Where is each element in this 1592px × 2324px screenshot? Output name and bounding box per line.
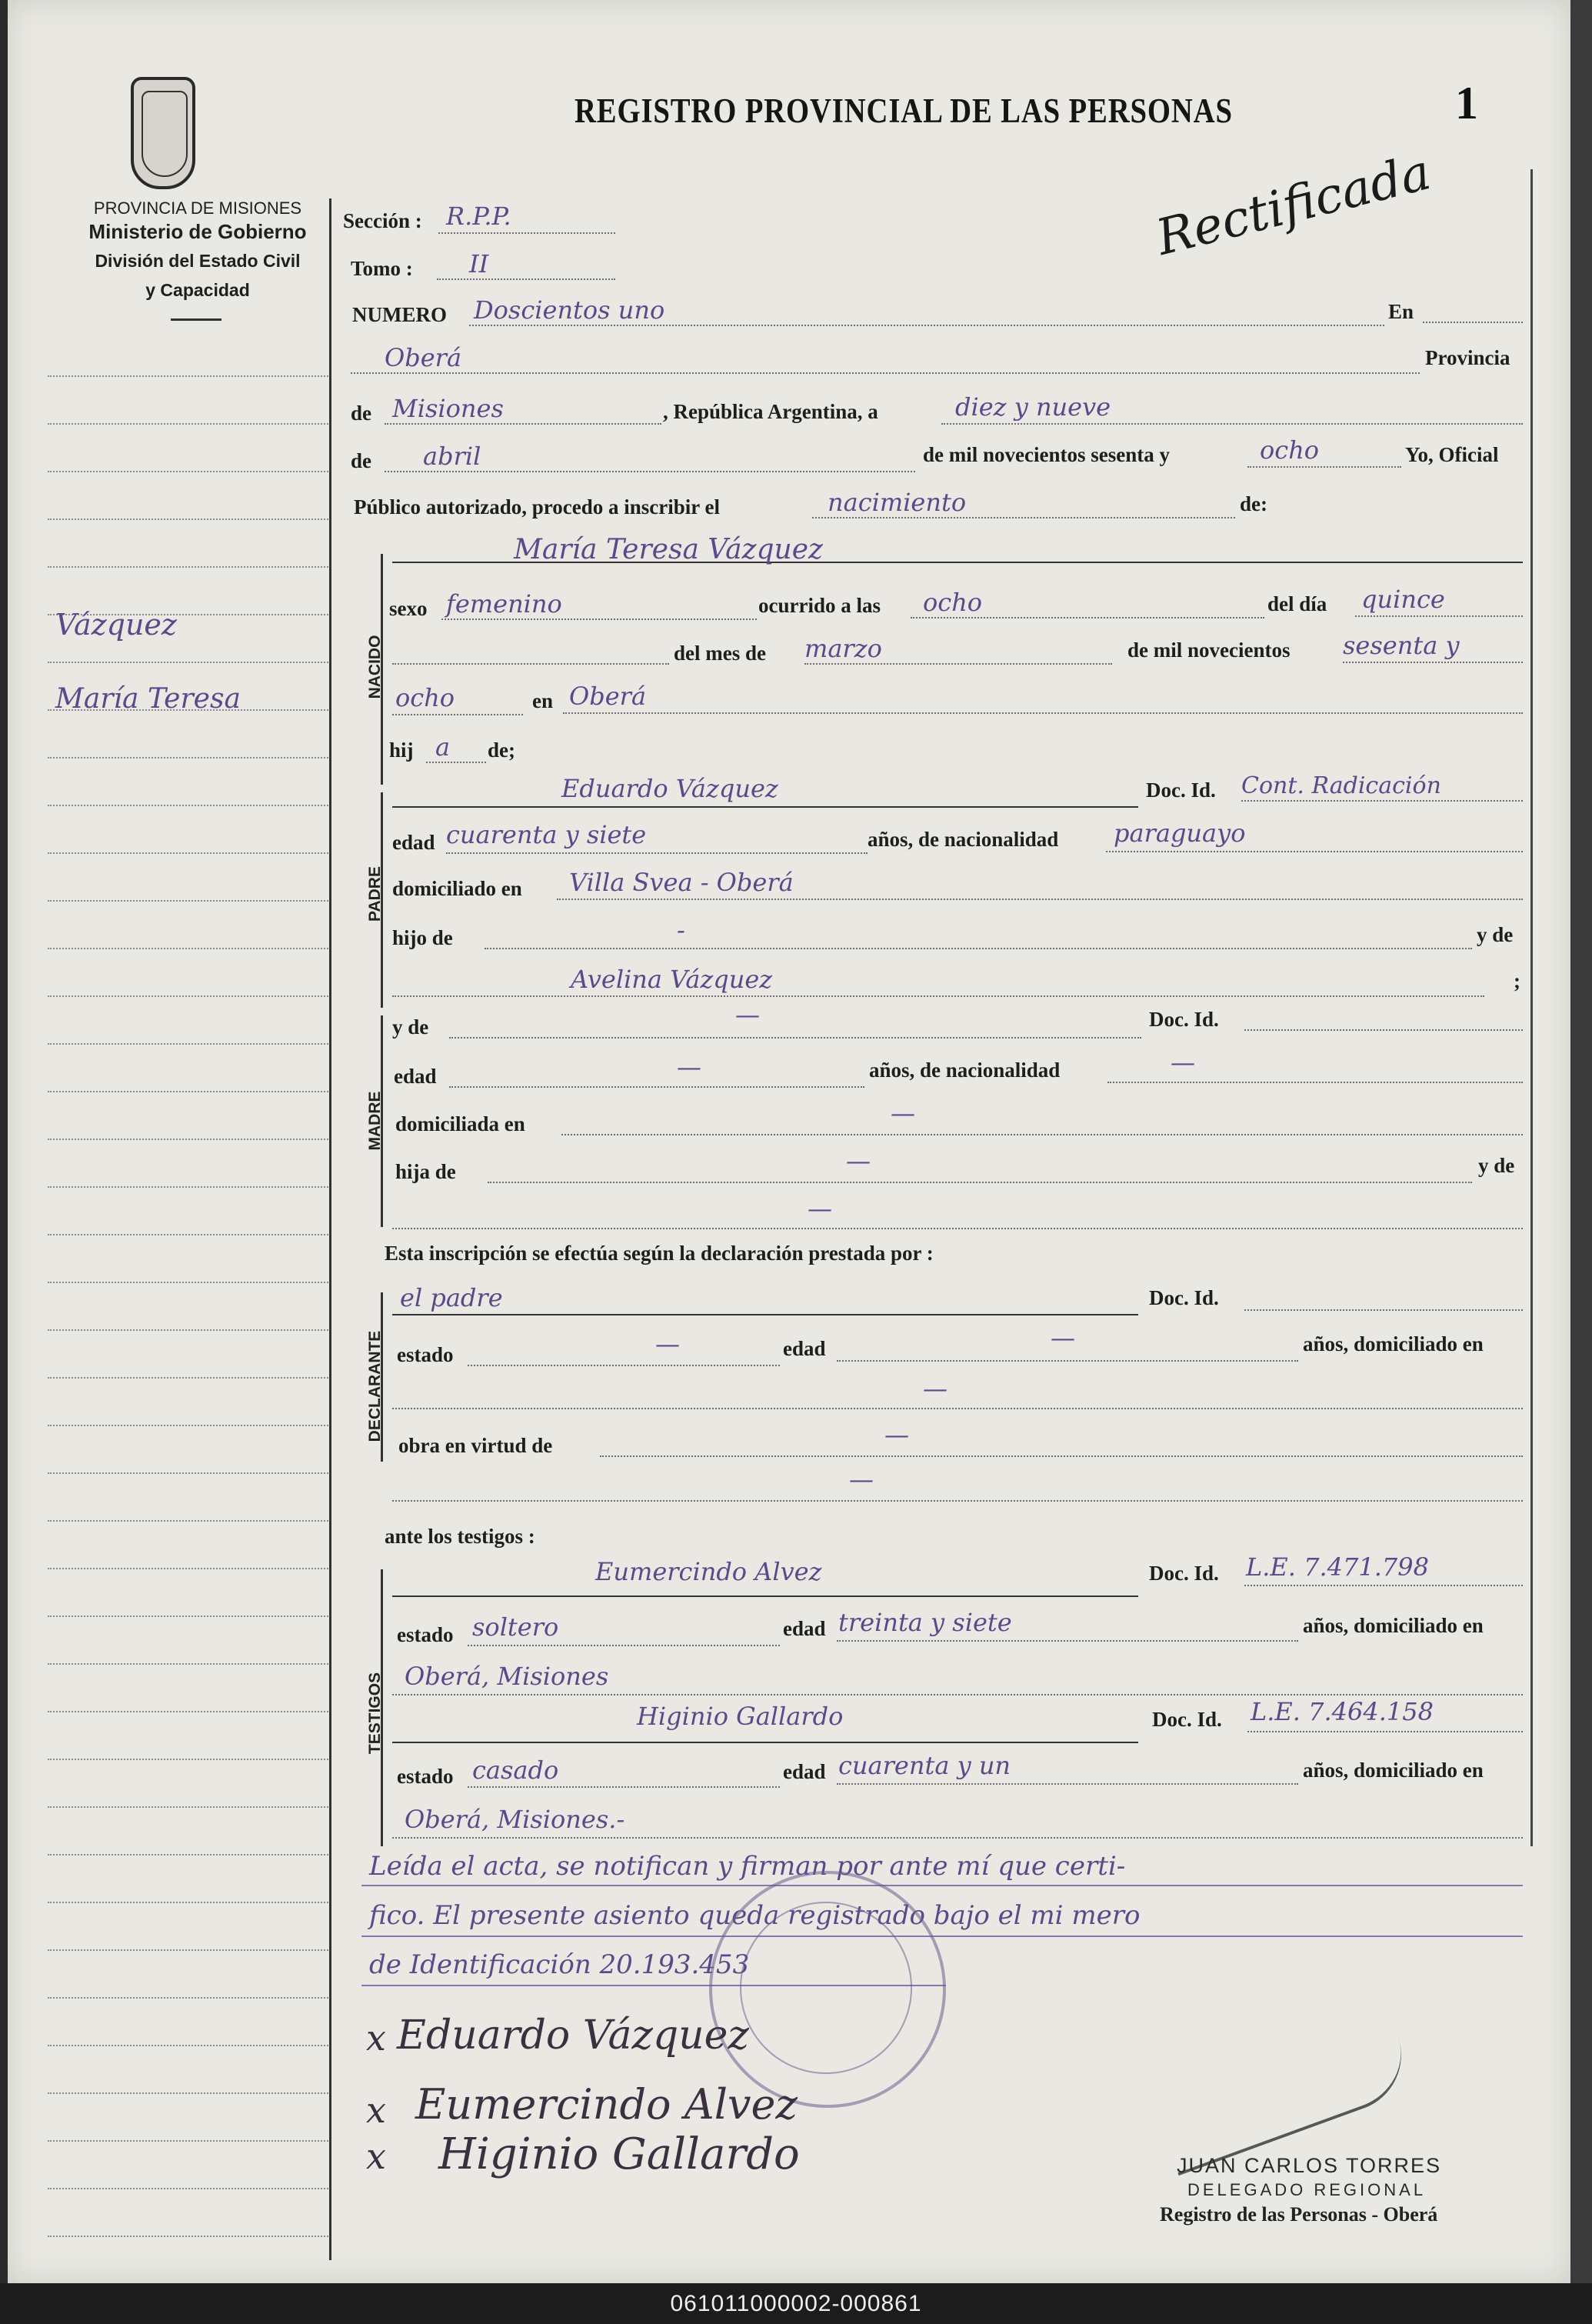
declarant-edad-label: edad — [783, 1337, 826, 1360]
mother-age: — — [677, 1052, 701, 1082]
margin-line — [48, 1043, 328, 1045]
declarant-anos-label: años, domiciliado en — [1303, 1332, 1484, 1355]
seccion-value: R.P.P. — [446, 202, 511, 231]
signature-mark-2: x — [366, 2089, 386, 2131]
witness1-name: Eumercindo Alvez — [595, 1557, 822, 1586]
margin-line — [48, 375, 328, 377]
margin-line — [48, 566, 328, 568]
witness2-anos-label: años, domiciliado en — [1303, 1759, 1484, 1782]
registry-province: Misiones — [392, 394, 504, 423]
margin-line — [48, 1472, 328, 1474]
margin-line — [48, 1711, 328, 1712]
declarante-section-label: DECLARANTE — [366, 1330, 384, 1442]
declarant-age: — — [1051, 1323, 1075, 1352]
witness1-estado-label: estado — [397, 1623, 454, 1646]
mother-dom-label: domiciliada en — [395, 1112, 525, 1135]
margin-line — [48, 423, 328, 425]
margin-line — [48, 1568, 328, 1569]
book-binding-edge — [1570, 0, 1592, 2324]
birth-year-2: ocho — [395, 683, 455, 712]
father-parent-1: - — [677, 915, 685, 945]
del-dia-label: del día — [1267, 592, 1327, 615]
witness1-anos-label: años, domiciliado en — [1303, 1614, 1484, 1637]
margin-line — [48, 1997, 328, 1999]
signature-witness-1: Eumercindo Alvez — [415, 2080, 798, 2129]
de-semi-label: de; — [488, 739, 515, 762]
margin-line — [48, 2092, 328, 2094]
page-title: REGISTRO PROVINCIAL DE LAS PERSONAS — [575, 92, 1233, 130]
father-dom-label: domiciliado en — [392, 877, 522, 900]
father-semicolon: ; — [1514, 969, 1520, 992]
declarant-name: el padre — [400, 1283, 503, 1312]
witness1-age: treinta y siete — [838, 1608, 1012, 1637]
margin-line — [48, 1139, 328, 1140]
mother-doc-label: Doc. Id. — [1149, 1008, 1219, 1031]
provincia-label: Provincia — [1425, 346, 1510, 369]
child-sex: femenino — [446, 589, 562, 619]
signature-mark-3: x — [366, 2136, 386, 2177]
father-age: cuarenta y siete — [446, 820, 647, 849]
margin-line — [48, 2045, 328, 2046]
closing-line-1: Leída el acta, se notifican y firman por ante mí que certi- — [369, 1851, 1126, 1882]
birth-hour: ocho — [923, 588, 983, 617]
de-label-2: de — [351, 449, 371, 472]
province-label: PROVINCIA DE MISIONES — [93, 198, 302, 218]
del-mes-label: del mes de — [674, 642, 766, 665]
signature-father: Eduardo Vázquez — [397, 2012, 749, 2059]
inscripcion-label: Esta inscripción se efectúa según la declaración prestada por : — [385, 1242, 934, 1265]
margin-line — [48, 1329, 328, 1331]
tomo-label: Tomo : — [351, 257, 413, 280]
barcode-text: 061011000002-000861 — [670, 2291, 922, 2316]
birth-month: marzo — [804, 634, 882, 663]
mother-hija-label: hija de — [395, 1160, 456, 1183]
republica-label: , República Argentina, a — [663, 400, 878, 423]
margin-line — [48, 1949, 328, 1951]
witness2-name: Higinio Gallardo — [637, 1702, 844, 1731]
margin-line — [48, 900, 328, 902]
document-page — [8, 0, 1570, 2283]
margin-line — [48, 757, 328, 759]
page-number: 1 — [1455, 78, 1478, 128]
margin-line — [48, 1759, 328, 1760]
witness1-edad-label: edad — [783, 1617, 826, 1640]
margin-line — [48, 518, 328, 520]
sexo-label: sexo — [389, 597, 428, 620]
margin-line — [48, 1186, 328, 1188]
division-label-1: División del Estado Civil — [95, 251, 301, 271]
margin-line — [48, 1234, 328, 1235]
declarant-domicile: — — [923, 1374, 948, 1403]
father-edad-label: edad — [392, 831, 435, 854]
mother-edad-label: edad — [394, 1065, 437, 1088]
witness2-edad-label: edad — [783, 1760, 826, 1783]
father-parent-2: Avelina Vázquez — [571, 965, 773, 994]
obra-label: obra en virtud de — [398, 1434, 553, 1457]
de-colon-label: de: — [1240, 492, 1267, 515]
mother-nationality: — — [1171, 1048, 1195, 1077]
division-label-2: y Capacidad — [145, 280, 250, 300]
birth-year-1: sesenta y — [1343, 631, 1460, 660]
official-role: DELEGADO REGIONAL — [1187, 2180, 1427, 2199]
hij-label: hij — [389, 739, 414, 762]
signature-mark-1: x — [366, 2017, 386, 2059]
closing-line-3: de Identificación 20.193.453 — [369, 1949, 750, 1980]
witness2-status: casado — [472, 1756, 559, 1785]
madre-section-label: MADRE — [366, 1091, 384, 1151]
testigos-section-label: TESTIGOS — [366, 1672, 384, 1755]
act-type: nacimiento — [828, 488, 967, 517]
margin-line — [48, 2188, 328, 2189]
en-lower-label: en — [532, 689, 553, 712]
de-label: de — [351, 402, 371, 425]
margin-line — [48, 1854, 328, 1856]
margin-line — [48, 662, 328, 663]
hij-suffix: a — [435, 732, 451, 762]
declarant-doc-label: Doc. Id. — [1149, 1286, 1219, 1309]
margin-line — [48, 1806, 328, 1808]
witness1-doc-label: Doc. Id. — [1149, 1562, 1219, 1585]
mother-parent-2: — — [808, 1194, 832, 1223]
signature-witness-2: Higinio Gallardo — [438, 2129, 800, 2179]
nacido-section-label: NACIDO — [366, 635, 384, 699]
father-y-de-label: y de — [1477, 923, 1514, 946]
margin-line — [48, 471, 328, 472]
right-form-border — [1530, 169, 1533, 1846]
margin-line — [48, 1091, 328, 1092]
birth-day: quince — [1361, 585, 1445, 614]
father-doc-label: Doc. Id. — [1146, 779, 1216, 802]
witness1-domicile: Oberá, Misiones — [405, 1662, 609, 1691]
father-domicile: Villa Svea - Oberá — [569, 868, 794, 897]
margin-line — [48, 805, 328, 806]
margin-line — [48, 1425, 328, 1426]
witness2-age: cuarenta y un — [838, 1751, 1011, 1780]
ocurrido-label: ocurrido a las — [758, 594, 881, 617]
registry-year: ocho — [1260, 435, 1320, 465]
margin-line — [48, 1520, 328, 1522]
rectificada-stamp: Rectificada — [1151, 144, 1437, 267]
witness1-doc: L.E. 7.471.798 — [1246, 1552, 1429, 1582]
witness2-doc-label: Doc. Id. — [1152, 1708, 1222, 1731]
official-office: Registro de las Personas - Oberá — [1160, 2203, 1438, 2226]
obra-value: — — [884, 1420, 909, 1449]
padre-section-label: PADRE — [366, 866, 384, 922]
birth-place: Oberá — [569, 682, 647, 711]
ministry-label: Ministerio de Gobierno — [88, 220, 307, 243]
margin-line — [48, 948, 328, 949]
header-divider — [171, 318, 221, 321]
closing-line-2: fico. El presente asiento queda registrado bajo el mi mero — [369, 1900, 1141, 1931]
father-hijo-label: hijo de — [392, 926, 453, 949]
father-nat-label: años, de nacionalidad — [868, 828, 1059, 851]
en-label: En — [1388, 300, 1414, 323]
declarant-estado-label: estado — [397, 1343, 454, 1366]
margin-line — [48, 852, 328, 854]
father-doc-value: Cont. Radicación — [1241, 772, 1441, 799]
margin-surname: Vázquez — [55, 608, 177, 642]
father-name: Eduardo Vázquez — [561, 774, 778, 803]
numero-value: Doscientos uno — [474, 295, 665, 325]
de-mil-label: de mil novecientos sesenta y — [923, 443, 1170, 466]
margin-line — [48, 1282, 328, 1283]
father-nationality: paraguayo — [1114, 819, 1246, 848]
margin-line — [48, 1663, 328, 1665]
registry-city: Oberá — [385, 343, 462, 372]
witness2-doc: L.E. 7.464.158 — [1251, 1697, 1434, 1726]
declarant-status: — — [655, 1329, 680, 1359]
margin-line — [48, 1615, 328, 1617]
witness2-domicile: Oberá, Misiones.- — [405, 1805, 625, 1834]
margin-line — [48, 995, 328, 997]
yo-oficial-label: Yo, Oficial — [1405, 443, 1499, 466]
witness2-estado-label: estado — [397, 1765, 454, 1788]
witness1-status: soltero — [472, 1612, 559, 1642]
mother-domicile: — — [891, 1099, 915, 1128]
margin-line — [48, 1902, 328, 1903]
seccion-label: Sección : — [343, 209, 422, 232]
barcode-footer — [0, 2283, 1592, 2324]
numero-label: NUMERO — [352, 303, 447, 326]
testigos-label: ante los testigos : — [385, 1525, 535, 1548]
left-column-border — [329, 198, 331, 2260]
registry-month: abril — [423, 442, 481, 471]
provincial-coat-of-arms-icon — [131, 77, 195, 189]
margin-line — [48, 2236, 328, 2237]
mother-parent-1: — — [846, 1146, 871, 1175]
margin-line — [48, 2140, 328, 2142]
publico-label: Público autorizado, procedo a inscribir el — [354, 495, 720, 518]
margin-line — [48, 1377, 328, 1379]
mother-name: — — [735, 1000, 760, 1029]
mother-nat-label: años, de nacionalidad — [869, 1059, 1061, 1082]
registry-day: diez y nueve — [955, 392, 1111, 422]
margin-given-names: María Teresa — [55, 683, 241, 715]
tomo-value: II — [469, 249, 489, 278]
official-name: JUAN CARLOS TORRES — [1177, 2154, 1442, 2177]
child-name: María Teresa Vázquez — [514, 534, 823, 565]
mother-y-de-label: y de — [392, 1015, 429, 1039]
mother-y-de-label-2: y de — [1478, 1154, 1515, 1177]
de-mil-nov-label: de mil novecientos — [1127, 639, 1291, 662]
obra-value-2: — — [849, 1465, 874, 1494]
